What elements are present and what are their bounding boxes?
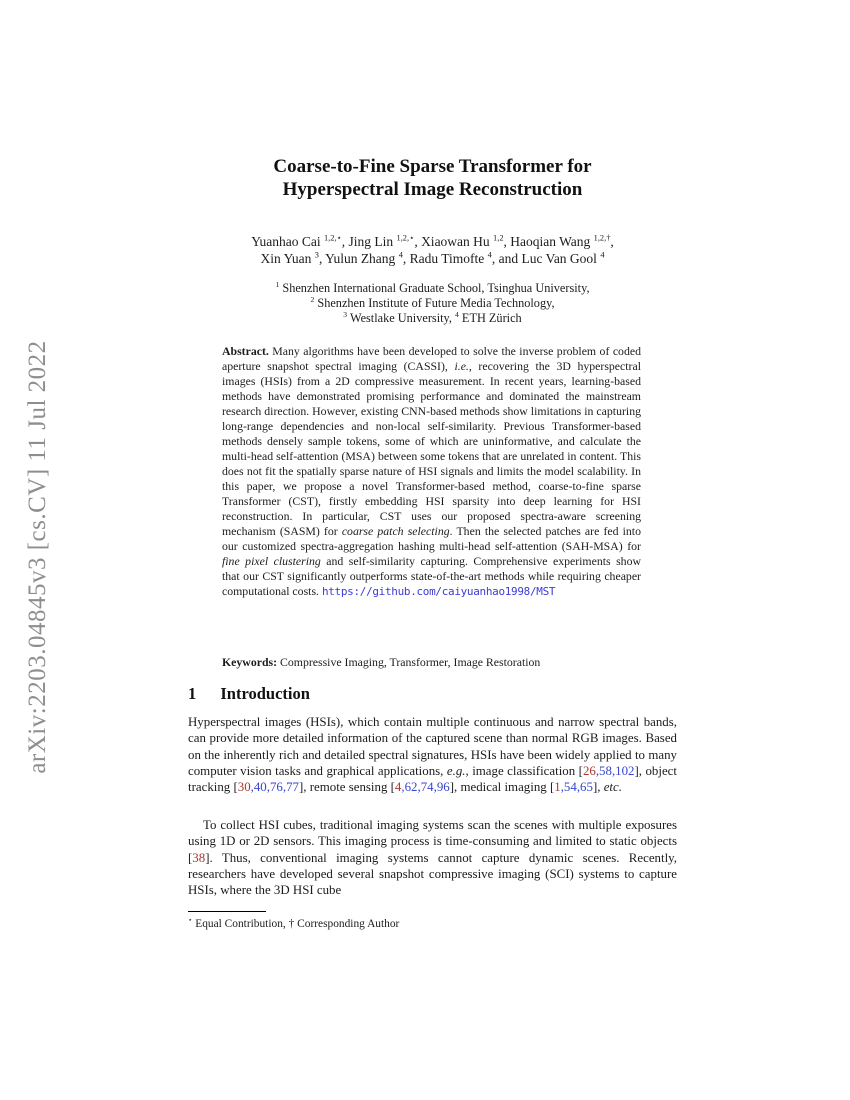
abstract-text: Abstract. Many algorithms have been developed to solve the inverse problem of coded aperture snapshot spectral imaging (CASSI), i.e., recovering the 3D hyperspectral images (HSIs) from a 2D compressive measurement. In recent years, learning-based methods have demonstrated promising performance and dominated the mainstream research direction. However, existing CNN-based methods show limitations in capturing long-range dependencies and non-local self-similarity. Previous Transformer-based methods densely sample tokens, some of which are uninformative, and calculate the multi-head self-attention (MSA) between some tokens that are unrelated in content. This does not fit the spatially sparse nature of HSI signals and limits the model scalability. In this paper, we propose a novel Transformer-based method, coarse-to-fine sparse Transformer (CST), firstly embedding HSI sparsity into deep learning for HSI reconstruction. In particular, CST uses our proposed spectra-aware screening mechanism (SASM) for coarse patch selecting. Then the selected patches are fed into our customized spectra-aggregation hashing multi-head self-attention (SAH-MSA) for fine pixel clustering and self-similarity capturing. Comprehensive experiments show that our CST significantly outperforms state-of-the-art methods while requiring cheaper computational costs. https://github.com/caiyuanhao1998/MST xyxy=(222,344,642,598)
author-list xyxy=(148,233,717,267)
citation-link[interactable]: 1 xyxy=(554,780,561,795)
citation-link[interactable]: ,40,76,77 xyxy=(250,780,299,795)
citation-link[interactable]: 4 xyxy=(394,780,402,795)
section-number: 1 xyxy=(188,684,197,703)
footnote-rule xyxy=(188,911,266,912)
affiliation-line-3: $^3$ Westlake University, $^4$ ETH Zürich xyxy=(343,309,522,325)
affiliation-line-1: $^1$ Shenzhen International Graduate School, Tsinghua University, xyxy=(275,279,590,295)
authors-line-2: Xin Yuan $^3$, Yulun Zhang $^4$, Radu Timofte $^4$, and Luc Van Gool $^4$ xyxy=(260,250,605,266)
citation-link[interactable]: ,58,102 xyxy=(595,763,635,778)
section-heading-introduction xyxy=(188,684,677,704)
keywords-line: Keywords: Compressive Imaging, Transformer, Image Restoration xyxy=(222,655,541,669)
authors-line-1: Yuanhao Cai $^{1,2,⋆}$, Jing Lin $^{1,2,⋆}$, Xiaowan Hu $^{1,2}$, Haoqian Wang $^{1,2,\dagger}$, xyxy=(251,233,614,249)
citation-link[interactable]: ,54,65 xyxy=(560,780,593,795)
citation-link[interactable]: 38 xyxy=(192,850,206,865)
section-title: Introduction xyxy=(220,684,310,703)
citation-link[interactable]: 30 xyxy=(237,780,251,795)
affiliations xyxy=(188,281,677,325)
title-line-2: Hyperspectral Image Reconstruction xyxy=(282,179,583,200)
citation-link[interactable]: ,62,74,96 xyxy=(401,780,450,795)
affiliation-line-2: $^2$ Shenzhen Institute of Future Media Technology, xyxy=(310,294,555,310)
footnote-text: ⋆ Equal Contribution, † Corresponding Author xyxy=(188,916,400,930)
intro-paragraph-2: To collect HSI cubes, traditional imaging systems scan the scenes with multiple exposures using 1D or 2D sensors. This imaging process is time-consuming and limited to static objects [38]. Thus, conventional imaging systems cannot capture dynamic scenes. Recently, researchers have developed several snapshot compressive imaging (SCI) systems to capture HSIs, where the 3D HSI cube xyxy=(188,818,677,898)
intro-paragraph-1: Hyperspectral images (HSIs), which contain multiple continuous and narrow spectral bands, can provide more detailed information of the captured scene than normal RGB images. Based on the inherently rich and detailed spectral signatures, HSIs have been widely applied to many computer vision tasks and graphical applications, e.g., image classification [26,58,102], object tracking [30,40,76,77], remote sensing [4,62,74,96], medical imaging [1,54,65], etc. xyxy=(188,715,677,795)
paper-title xyxy=(188,155,677,201)
citation-link[interactable]: 26 xyxy=(582,763,596,778)
arxiv-watermark: arXiv:2203.04845v3 [cs.CV] 11 Jul 2022 xyxy=(24,340,51,774)
title-line-1: Coarse-to-Fine Sparse Transformer for xyxy=(273,156,592,177)
code-repo-link[interactable]: https://github.com/caiyuanhao1998/MST xyxy=(321,585,556,598)
